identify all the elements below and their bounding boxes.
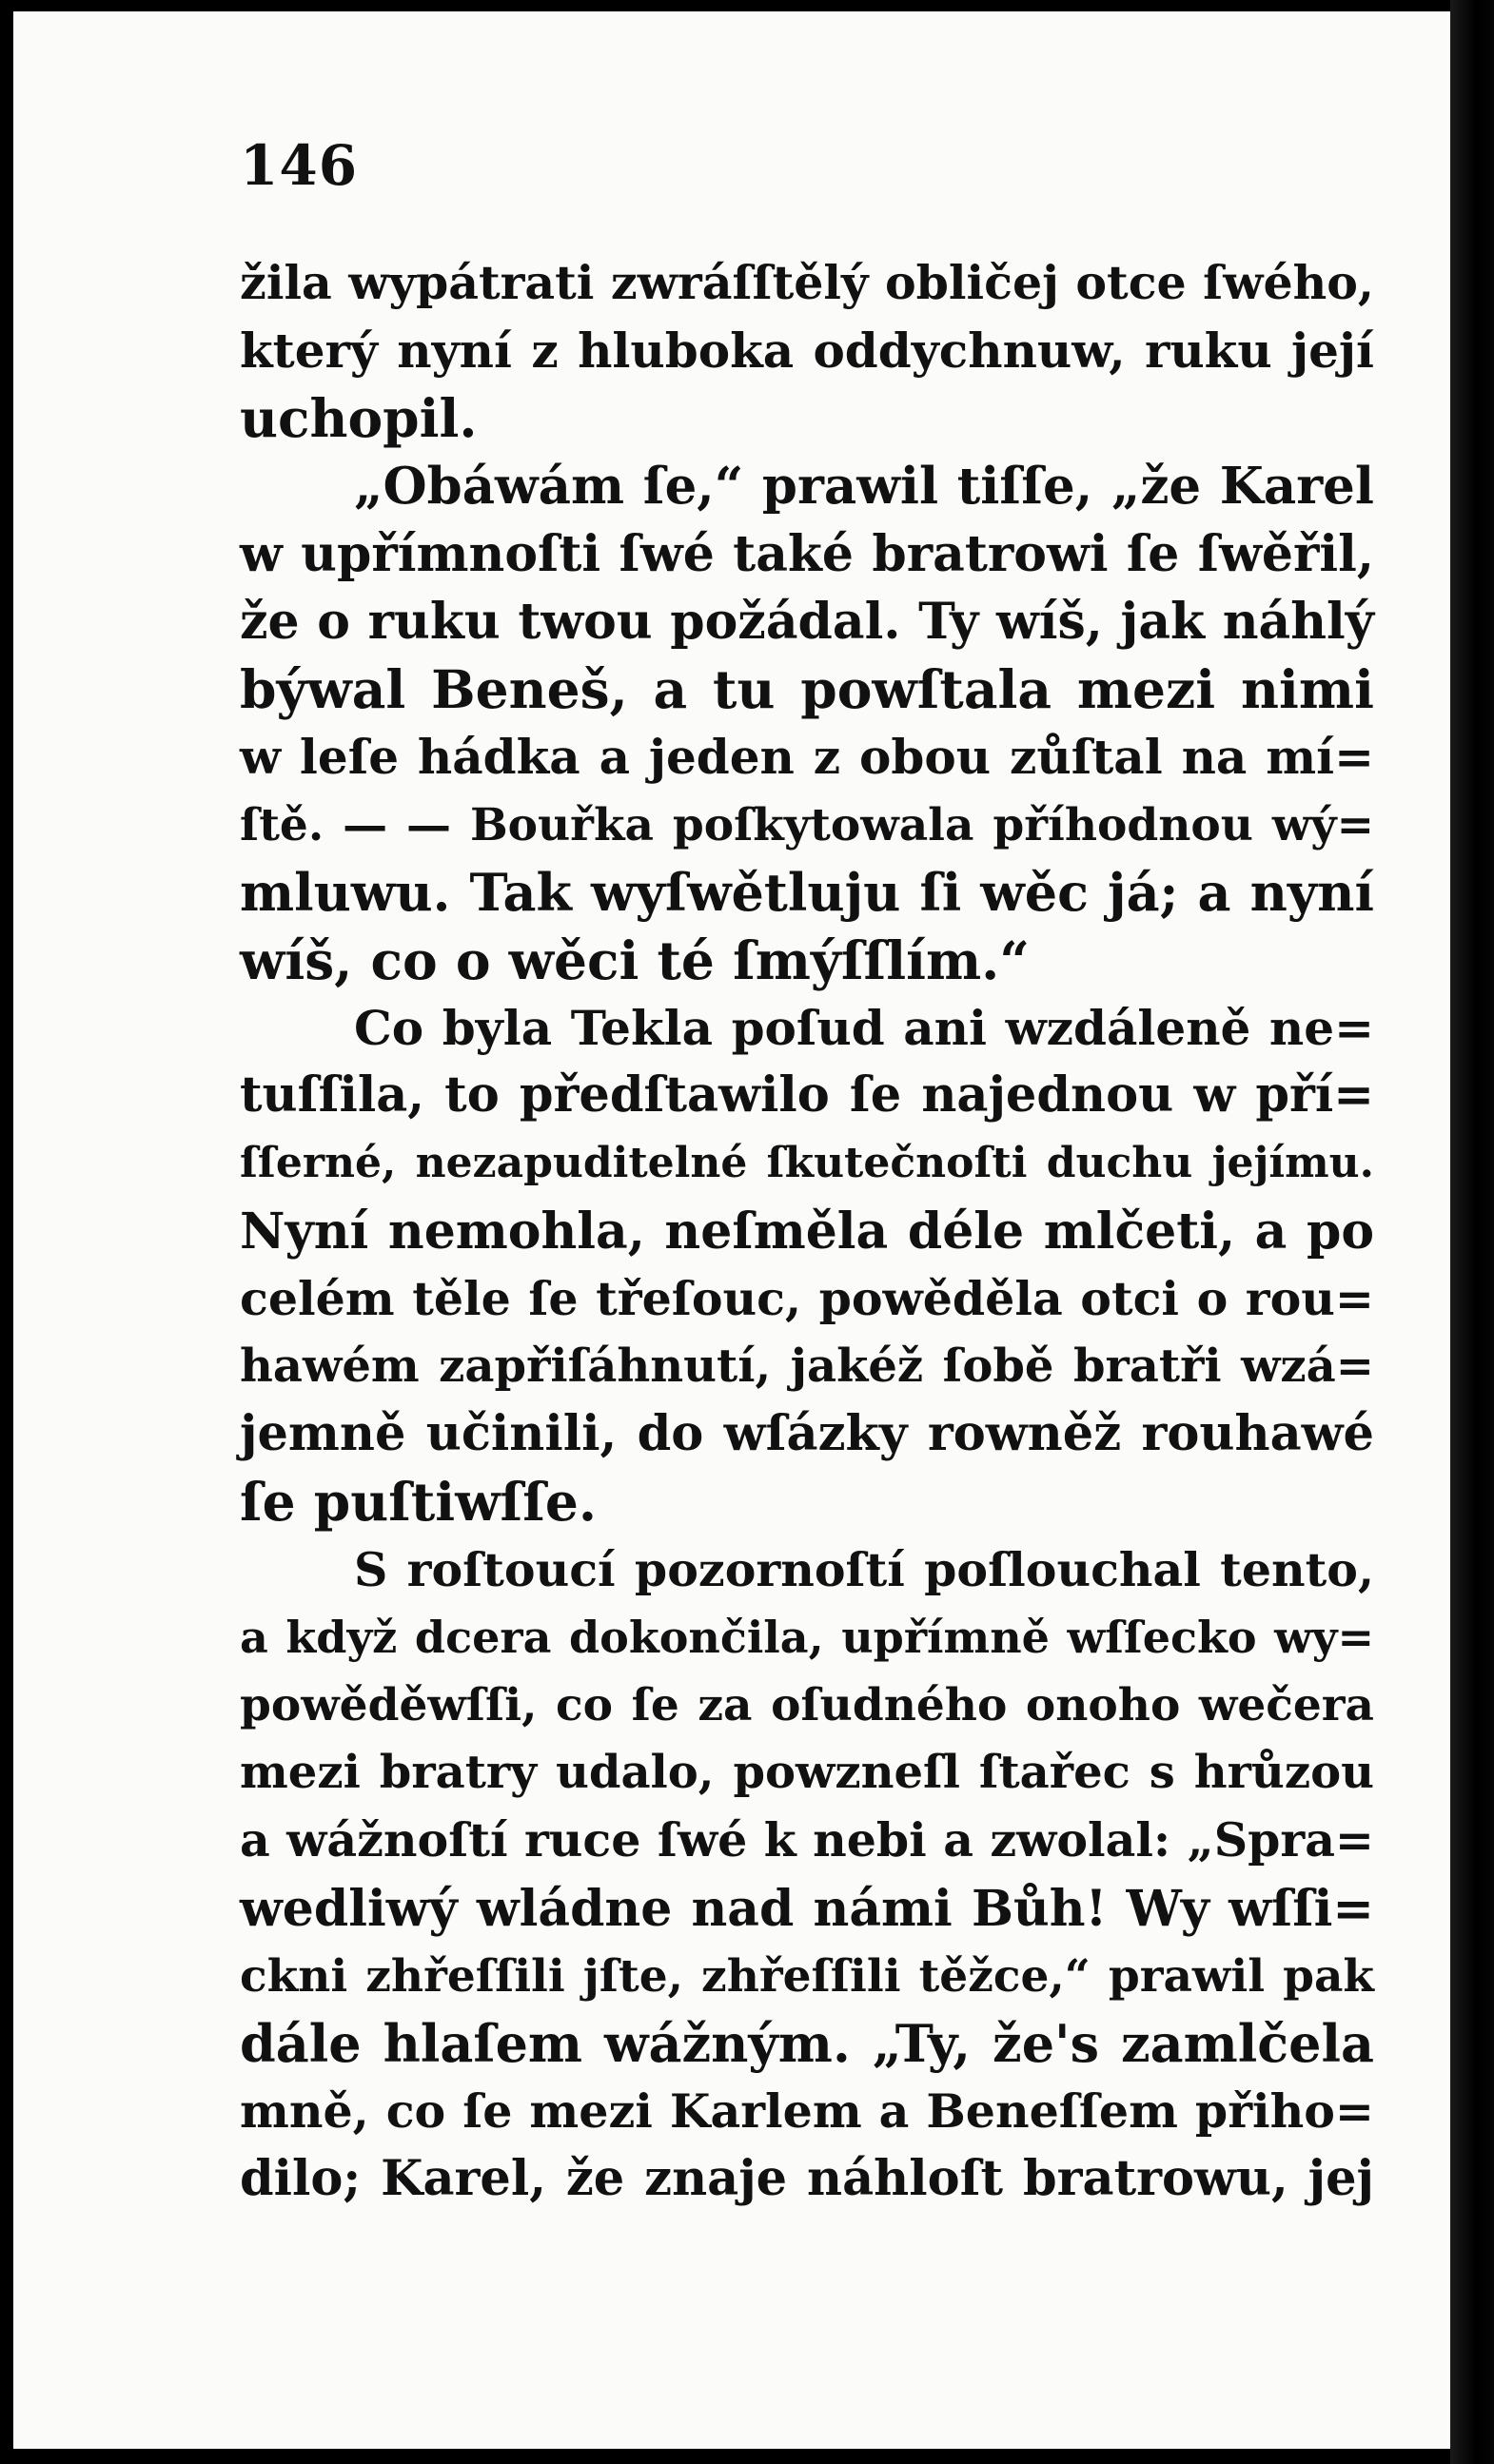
text-line: ſſerné, nezapuditelné ſkutečnoſti duchu jejímu. xyxy=(240,1139,1374,1188)
text-line: že o ruku twou požádal. Ty wíš, jak náhlý xyxy=(240,592,1374,651)
text-line: ſtě. — — Bouřka poſkytowala příhodnou wý= xyxy=(240,798,1374,851)
text-line: Nyní nemohla, neſměla déle mlčeti, a po xyxy=(240,1202,1374,1261)
text-line: hawém zapřiſáhnutí, jakéž ſobě bratři wzá= xyxy=(240,1340,1374,1393)
text-line: Co byla Tekla poſud ani wzdáleně ne= xyxy=(354,1000,1374,1057)
text-line: celém těle ſe třeſouc, powěděla otci o rou= xyxy=(240,1270,1374,1326)
text-line: dále hlaſem wážným. „Ty, že's zamlčela xyxy=(240,2012,1374,2074)
text-line: který nyní z hluboka oddychnuw, ruku její xyxy=(240,323,1374,380)
text-line: S roſtoucí pozornoſtí poſlouchal tento, xyxy=(354,1541,1374,1597)
text-line: a když dcera dokončila, upřímně wſſecko wy= xyxy=(240,1611,1374,1663)
text-line: mluwu. Tak wyſwětluju ſi wěc já; a nyní xyxy=(240,861,1374,923)
text-line: tuſſila, to předſtawilo ſe najednou w pří= xyxy=(240,1066,1374,1124)
text-line: wíš, co o wěci té ſmýſſlím.“ xyxy=(240,929,1030,991)
text-line: wedliwý wládne nad námi Bůh! Wy wſſi= xyxy=(240,1879,1374,1938)
text-line: ckni zhřeſſili jſte, zhřeſſili těžce,“ prawil pak xyxy=(240,1949,1374,2003)
text-line: žila wypátrati zwráſſtělý obličej otce ſwého, xyxy=(240,255,1374,310)
text-line: w upřímnoſti ſwé také bratrowi ſe ſwěřil, xyxy=(240,524,1374,583)
text-line: a wážnoſtí ruce ſwé k nebi a zwolal: „Spra= xyxy=(240,1812,1374,1868)
text-line: jemně učinili, do wſázky rowněž rouhawé xyxy=(240,1405,1374,1463)
text-line: mně, co ſe mezi Karlem a Beneſſem přiho= xyxy=(240,2083,1374,2140)
text-line: ſe puſtiwſſe. xyxy=(240,1471,598,1534)
text-line: mezi bratry udalo, powzneſl ſtařec s hrůzou xyxy=(240,1746,1374,1800)
page-number: 146 xyxy=(240,133,359,198)
text-line: uchopil. xyxy=(240,387,478,450)
body-text xyxy=(240,249,1374,2213)
text-line: „Obáwám ſe,“ prawil tiſſe, „že Karel xyxy=(354,456,1374,516)
text-line: býwal Beneš, a tu powſtala mezi nimi xyxy=(240,658,1374,721)
book-spine-shadow xyxy=(1450,0,1494,2464)
text-line: powěděwſſi, co ſe za oſudného onoho wečera xyxy=(240,1678,1374,1731)
text-line: w leſe hádka a jeden z obou zůſtal na mí= xyxy=(240,729,1374,786)
text-line: dilo; Karel, že znaje náhloſt bratrowu, jej xyxy=(240,2150,1374,2208)
